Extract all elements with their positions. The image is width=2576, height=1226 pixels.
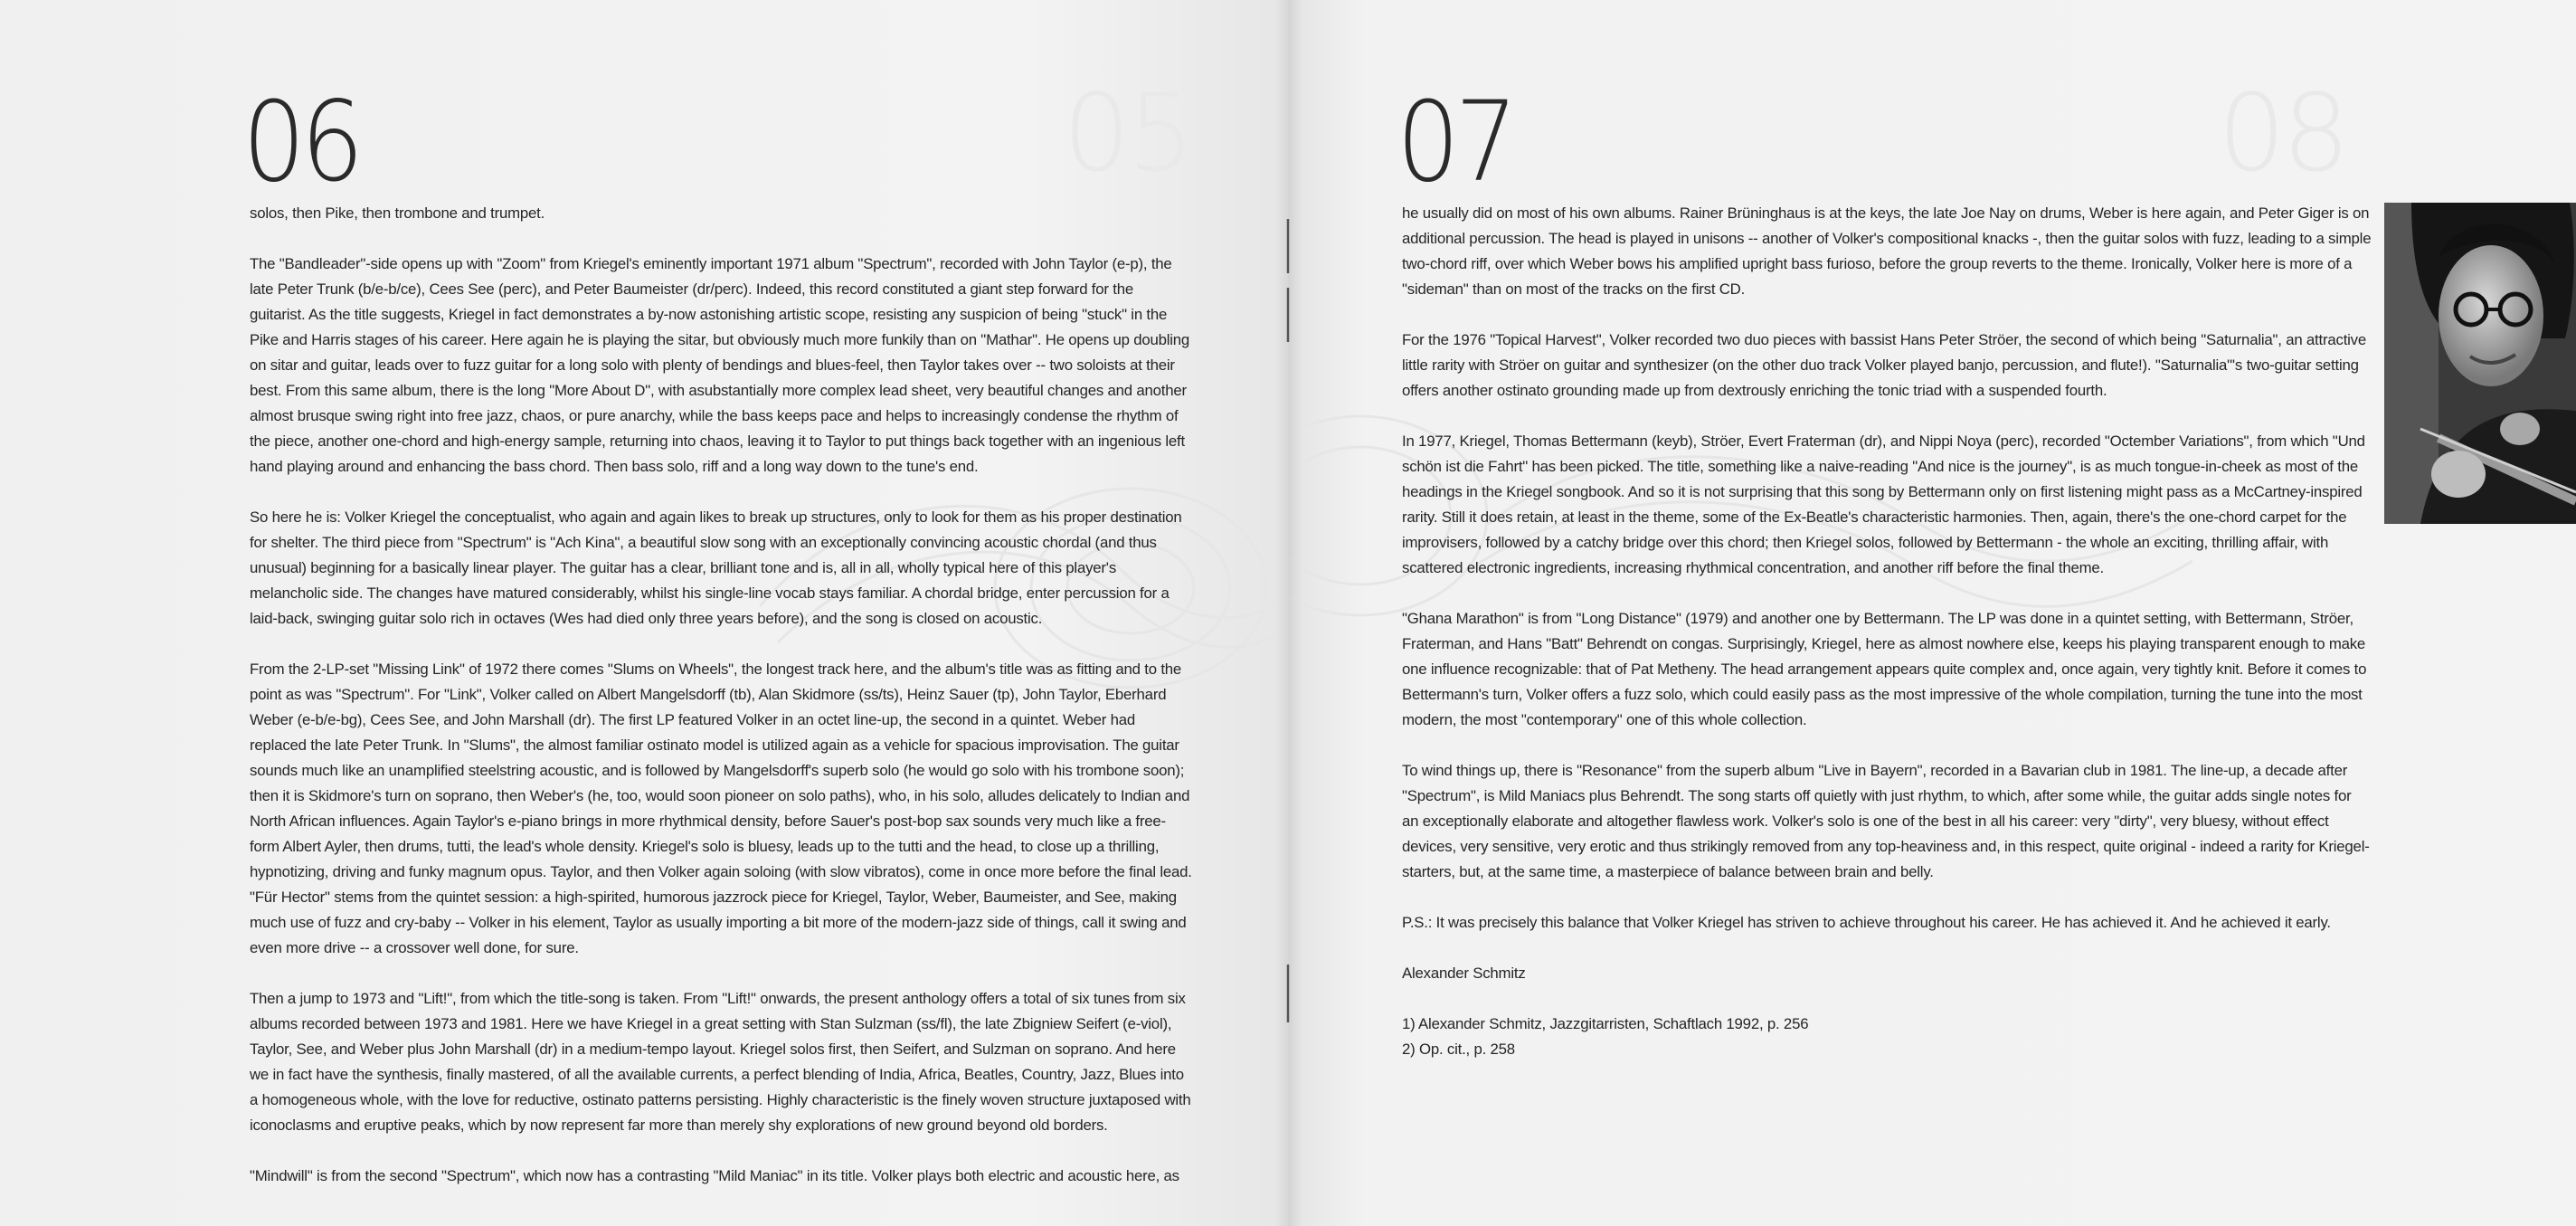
page-number: 07 — [1397, 78, 1513, 206]
paragraph: For the 1976 "Topical Harvest", Volker recorded two duo pieces with bassist Hans Peter Ströer, the second of which being "Saturnalia", an attractive little rarity with Ströer on guitar and synthesizer (on the other duo track Volker played banjo, percussion, and flute!). "Saturnalia"'s two-guitar setting offers another ostinato grounding made up from dextrously enriching the tonic triad with a suspended fourth. — [1402, 331, 2367, 399]
paragraph: In 1977, Kriegel, Thomas Bettermann (keyb), Ströer, Evert Fraterman (dr), and Nippi Noya (perc), recorded "Octember Variations", from which "Und schön ist die Fahrt" has been picked. The title, something like a naive-reading "And nice is the journey", is as much tongue-in-cheek as most of the headings in the Kriegel songbook. And so it is not surprising that this song by Bettermann only on first listening might pass as a McCartney-inspired rarity. Still it does retain, at least in the theme, some of the Ex-Beatle's characteristic harmonies. Then, again, there's the one-chord carpet for the improvisers, followed by a catchy bridge over this chord; then Kriegel solos, followed by Bettermann - the whole an exciting, thrilling affair, with scattered electronic ingredients, increasing rhythmical concentration, and another riff before the final theme. — [1402, 432, 2365, 576]
ghost-page-number: 08 — [2218, 71, 2347, 195]
page-number: 06 — [242, 78, 359, 206]
footnote: 1) Alexander Schmitz, Jazzgitarristen, Schaftlach 1992, p. 256 — [1402, 1015, 1809, 1032]
guitarist-photo — [2384, 203, 2576, 524]
paragraph: "Ghana Marathon" is from "Long Distance" (1979) and another one by Bettermann. The LP was done in a quintet setting, with Bettermann, Ströer, Fraterman, and Hans "Batt" Behrendt on congas. Surprisingly, Kriegel, here as almost nowhere else, keeps his playing transparent enough to make one influence recognizable: that of Pat Metheny. The head arrangement appears quite complex and, once again, very tightly knit. Before it comes to Bettermann's turn, Volker offers a fuzz solo, which could easily pass as the most impressive of the whole compilation, turning the tune into the most modern, the most "contemporary" one of this whole collection. — [1402, 610, 2367, 728]
ghost-page-number: 05 — [1063, 71, 1192, 195]
footnote: 2) Op. cit., p. 258 — [1402, 1041, 1515, 1058]
paragraph: he usually did on most of his own albums. Rainer Brüninghaus is at the keys, the late Joe Nay on drums, Weber is here again, and Peter Giger is on additional percussion. The head is played in unisons -- another of Volker's compositional knacks -, then the guitar solos with fuzz, leading to a simple two-chord riff, over which Weber bows his amplified upright bass furioso, before the group reverts to the theme. Ironically, Volker here is more of a "sideman" than on most of the tracks on the first CD. — [1402, 204, 2372, 298]
right-body-text — [1402, 201, 2372, 1062]
paragraph: To wind things up, there is "Resonance" from the superb album "Live in Bayern", recorded in a Bavarian club in 1981. The line-up, a decade after "Spectrum", is Mild Maniacs plus Behrendt. The song starts off quietly with just rhythm, to which, after some while, the guitar adds single notes for an exceptionally elaborate and altogether flawless work. Volker's solo is one of the best in all his career: very "dirty", very bluesy, without effect devices, very sensitive, very erotic and thus strikingly removed from any top-heaviness and, in this respect, quite original - indeed a rarity for Kriegel-starters, but, at the same time, a masterpiece of balance between brain and belly. — [1402, 762, 2370, 880]
paragraph: The "Bandleader"-side opens up with "Zoom" from Kriegel's eminently important 1971 album "Spectrum", recorded with John Taylor (e-p), the late Peter Trunk (b/e-b/ce), Cees See (perc), and Peter Baumeister (dr/perc). Indeed, this record constituted a giant step forward for the guitarist. As the title suggests, Kriegel in fact demonstrates a by-now astonishing artistic scope, resisting any suspicion of being "stuck" in the Pike and Harris stages of his career. Here again he is playing the sitar, but obviously much more funkily than on "Mathar". He opens up doubling on sitar and guitar, leads over to fuzz guitar for a long solo with plenty of bendings and blues-feel, then Taylor takes over -- two soloists at their best. From this same album, there is the long "More About D", with asubstantially more complex lead sheet, very beautiful changes and another almost brusque swing right into free jazz, chaos, or pure anarchy, while the bass keeps pace and helps to increasingly condense the rhythm of the piece, another one-chord and high-energy sample, returning into chaos, leaving it to Taylor to put things back together with an ingenious left hand playing around and enhancing the bass chord. Then bass solo, riff and a long way down to the tune's end. — [250, 255, 1190, 475]
paragraph: So here he is: Volker Kriegel the conceptualist, who again and again likes to break up structures, only to look for them as his proper destination for shelter. The third piece from "Spectrum" is "Ach Kina", a beautiful slow song with an exceptionally convincing acoustic chordal (and thus unusual) beginning for a basically linear player. The guitar has a clear, brilliant tone and is, all in all, wholly typical here of this player's melancholic side. The changes have matured considerably, whilst his single-line vocab stays familiar. A chordal bridge, enter percussion for a laid-back, swinging guitar solo rich in octaves (Wes had died only three years before), and the song is closed on acoustic. — [250, 508, 1182, 627]
photo-of-guitarist-icon — [2384, 203, 2576, 524]
binding-marks — [1283, 208, 1293, 1041]
right-page — [1288, 0, 2576, 1226]
left-body-text — [250, 201, 1192, 1189]
paragraph: From the 2-LP-set "Missing Link" of 1972 there comes "Slums on Wheels", the longest track here, and the album's title was as fitting and to the point as was "Spectrum". For "Link", Volker called on Albert Mangelsdorff (tb), Alan Skidmore (ss/ts), Heinz Sauer (tp), John Taylor, Eberhard Weber (e-b/e-bg), Cees See, and John Marshall (dr). The first LP featured Volker in an octet line-up, the second in a quintet. Weber had replaced the late Peter Trunk. In "Slums", the almost familiar ostinato model is utilized again as a vehicle for spacious improvisation. The guitar sounds much like an unamplified steelstring acoustic, and is followed by Mangelsdorff's superb solo (he would go solo with his trombone soon); then it is Skidmore's turn on soprano, then Weber's (he, too, would soon pioneer on solo paths), who, in his solo, alludes delicately to Indian and North African influences. Again Taylor's e-piano brings in more rhythmical density, before Sauer's post-bop sax sounds very much like a free-form Albert Ayler, then drums, tutti, the lead's whole density. Kriegel's solo is bluesy, leads up to the tutti and the head, to close up a thrilling, hypnotizing, driving and funky magnum opus. Taylor, and then Volker again soloing (with slow vibratos), come in once more before the final lead. "Für Hector" stems from the quintet session: a high-spirited, humorous jazzrock piece for Kriegel, Taylor, Weber, Baumeister, and See, making much use of fuzz and cry-baby -- Volker in his element, Taylor as usually importing a bit more of the modern-jazz side of things, call it swing and even more drive -- a crossover well done, for sure. — [250, 661, 1192, 956]
paragraph: P.S.: It was precisely this balance that Volker Kriegel has striven to achieve throughout his career. He has achieved it. And he achieved it early. — [1402, 914, 2331, 931]
paragraph: solos, then Pike, then trombone and trumpet. — [250, 204, 545, 222]
author-signature: Alexander Schmitz — [1402, 965, 1526, 982]
paragraph: Then a jump to 1973 and "Lift!", from which the title-song is taken. From "Lift!" onwards, the present anthology offers a total of six tunes from six albums recorded between 1973 and 1981. Here we have Kriegel in a great setting with Stan Sulzman (ss/fl), the late Zbigniew Seifert (e-viol), Taylor, See, and Weber plus John Marshall (dr) in a medium-tempo layout. Kriegel solos first, then Seifert, and Sulzman on soprano. And here we in fact have the synthesis, finally mastered, of all the available currents, a perfect blending of India, Africa, Beatles, Country, Jazz, Blues into a homogeneous whole, with the love for reductive, ostinato patterns persisting. Highly characteristic is the finely woven structure juxtaposed with iconoclasms and eruptive peaks, which by now represent far more than merely shy explorations of new ground beyond old borders. — [250, 990, 1191, 1134]
paragraph: "Mindwill" is from the second "Spectrum", which now has a contrasting "Mild Maniac" in its title. Volker plays both electric and acoustic here, as — [250, 1167, 1179, 1184]
